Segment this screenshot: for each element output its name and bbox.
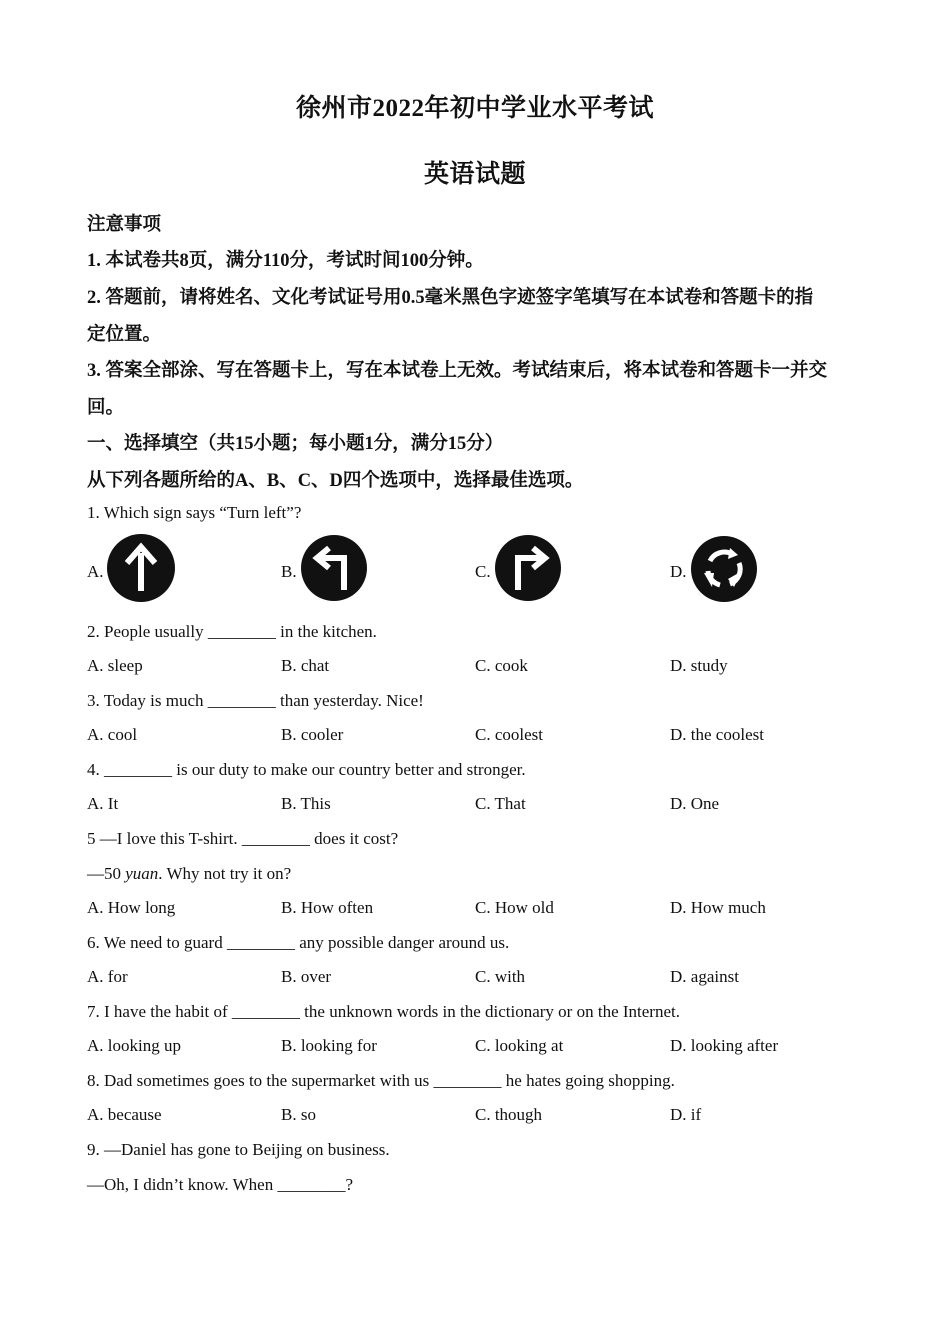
- question-8-stem: 8. Dad sometimes goes to the supermarket with us ________ he hates going shopping.: [87, 1071, 675, 1090]
- notice-item-2-line-1: 2. 答题前，请将姓名、文化考试证号用0.5毫米黑色字迹签字笔填写在本试卷和答题卡的指: [87, 288, 814, 308]
- question-5-stem-line-2: [87, 864, 291, 884]
- q4-option-c: C. That: [475, 794, 526, 813]
- roundabout-sign-icon: [690, 535, 758, 603]
- q8-option-c: C. though: [475, 1105, 543, 1124]
- q5-option-a: A. How long: [87, 898, 176, 917]
- q2-option-c: C. cook: [475, 656, 528, 675]
- q3-option-a: A. cool: [87, 725, 138, 744]
- q8-option-a: A. because: [87, 1105, 162, 1124]
- question-9-stem-line-2: —Oh, I didn’t know. When ________?: [87, 1175, 353, 1194]
- question-2-stem: 2. People usually ________ in the kitchen.: [87, 622, 377, 641]
- q6-option-d: D. against: [670, 967, 739, 986]
- q2-option-b: B. chat: [281, 656, 330, 675]
- q5-line2-italic: yuan: [125, 864, 159, 883]
- section-instruction: 从下列各题所给的A、B、C、D四个选项中，选择最佳选项。: [87, 471, 584, 491]
- notice-item-2-line-2: 定位置。: [87, 325, 162, 345]
- question-9-stem-line-1: 9. —Daniel has gone to Beijing on business.: [87, 1140, 390, 1159]
- q3-option-c: C. coolest: [475, 725, 543, 744]
- q2-option-d: D. study: [670, 656, 728, 675]
- q6-option-b: B. over: [281, 967, 332, 986]
- notice-item-3-line-2: 回。: [87, 398, 125, 418]
- q5-option-c: C. How old: [475, 898, 554, 917]
- question-1-stem: 1. Which sign says “Turn left”?: [87, 503, 302, 522]
- q4-option-d: D. One: [670, 794, 720, 813]
- question-6-stem: 6. We need to guard ________ any possible danger around us.: [87, 933, 510, 952]
- q2-option-a: A. sleep: [87, 656, 143, 675]
- q6-option-c: C. with: [475, 967, 526, 986]
- question-7-stem: 7. I have the habit of ________ the unknown words in the dictionary or on the Internet.: [87, 1002, 680, 1021]
- q5-line2-start: —50: [87, 864, 126, 883]
- q3-option-d: D. the coolest: [670, 725, 764, 744]
- q8-option-d: D. if: [670, 1105, 702, 1124]
- q7-option-c: C. looking at: [475, 1036, 564, 1055]
- turn-left-sign-icon: [300, 534, 368, 602]
- exam-subtitle: 英语试题: [423, 161, 526, 188]
- q1-option-a-label: A.: [87, 562, 104, 581]
- q3-option-b: B. cooler: [281, 725, 344, 744]
- notice-item-1: 1. 本试卷共8页，满分110分，考试时间100分钟。: [87, 251, 484, 271]
- q5-option-d: D. How much: [670, 898, 766, 917]
- q1-option-d-label: D.: [670, 562, 687, 581]
- q6-option-a: A. for: [87, 967, 128, 986]
- q8-option-b: B. so: [281, 1105, 316, 1124]
- arrow-up-sign-icon: [106, 533, 176, 603]
- question-5-stem-line-1: 5 —I love this T-shirt. ________ does it cost?: [87, 829, 399, 848]
- question-4-stem: 4. ________ is our duty to make our country better and stronger.: [87, 760, 526, 779]
- exam-title: 徐州市2022年初中学业水平考试: [295, 95, 654, 122]
- section-heading: 一、选择填空（共15小题；每小题1分，满分15分）: [87, 434, 504, 454]
- q4-option-b: B. This: [281, 794, 331, 813]
- question-3-stem: 3. Today is much ________ than yesterday. Nice!: [87, 691, 424, 710]
- q1-option-c-label: C.: [475, 562, 491, 581]
- notice-item-3-line-1: 3. 答案全部涂、写在答题卡上，写在本试卷上无效。考试结束后，将本试卷和答题卡一并交: [87, 361, 828, 381]
- q7-option-d: D. looking after: [670, 1036, 779, 1055]
- q5-line2-end: . Why not try it on?: [158, 864, 292, 883]
- q7-option-a: A. looking up: [87, 1036, 181, 1055]
- q4-option-a: A. It: [87, 794, 119, 813]
- turn-right-sign-icon: [494, 534, 562, 602]
- q7-option-b: B. looking for: [281, 1036, 377, 1055]
- q5-option-b: B. How often: [281, 898, 374, 917]
- notice-heading: 注意事项: [87, 215, 162, 235]
- q1-option-b-label: B.: [281, 562, 297, 581]
